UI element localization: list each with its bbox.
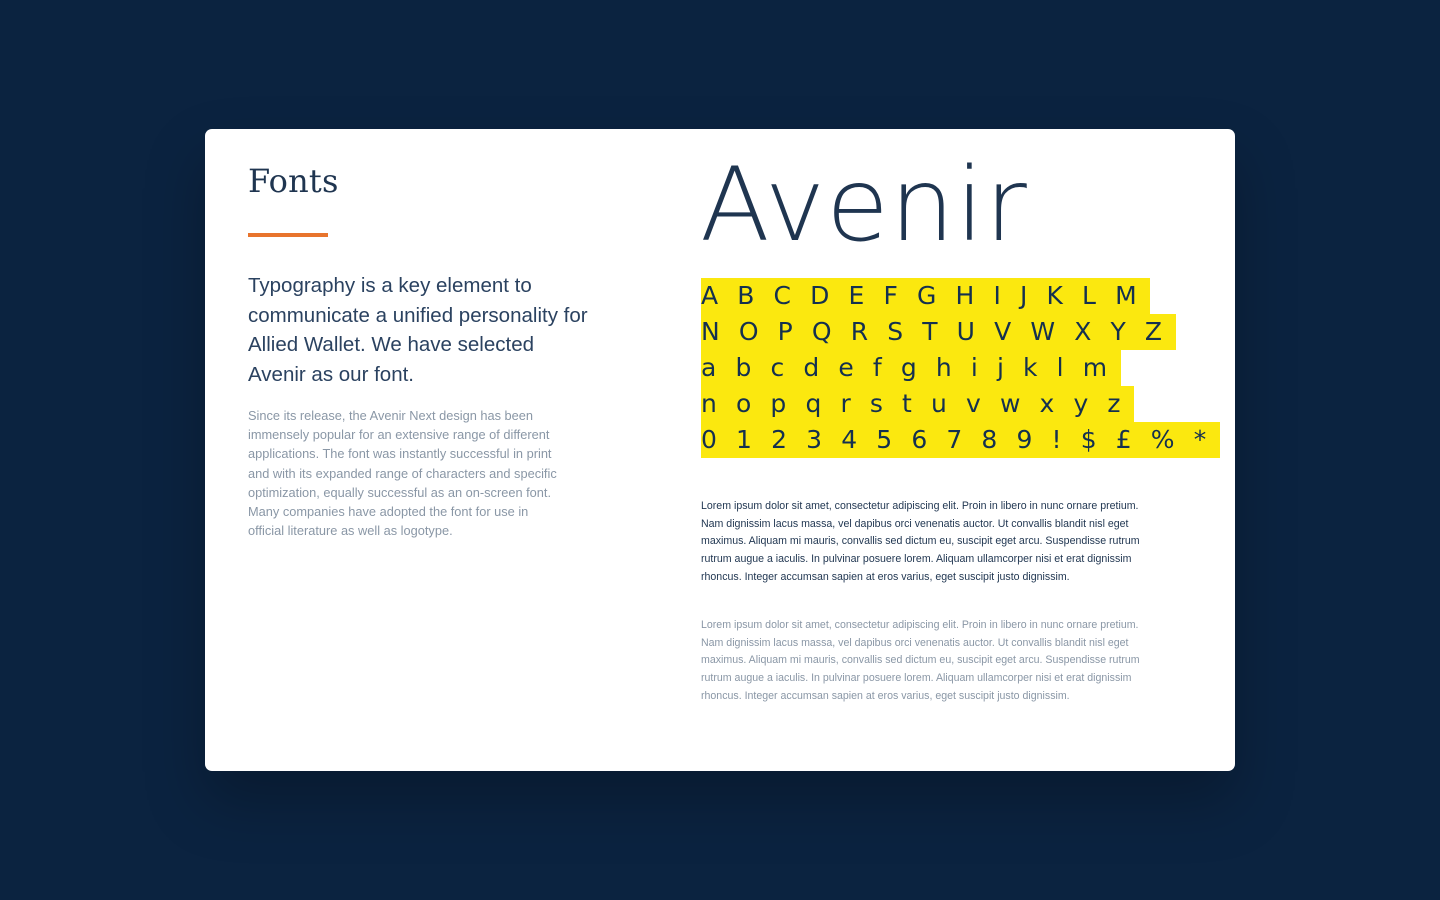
font-name-display: Avenir (700, 146, 1028, 265)
glyph-row-uppercase-1 (701, 278, 1220, 314)
section-heading: Fonts (248, 162, 339, 200)
glyph-row-text: 0 1 2 3 4 5 6 7 8 9 ! $ £ % * (701, 422, 1220, 458)
accent-rule (248, 233, 328, 237)
body-paragraph: Since its release, the Avenir Next design has been immensely popular for an extensive range of different applications. The font was instantly successful in print and with its expanded range of characters and specific optimization, equally successful as an on-screen font. Many companies have adopted the font for use in official literature as well as logotype. (248, 408, 557, 539)
glyph-row-numerals-symbols (701, 422, 1220, 458)
typography-card (205, 129, 1235, 771)
sample-text-light: Lorem ipsum dolor sit amet, consectetur adipiscing elit. Proin in libero in nunc ornare pretium. Nam dignissim lacus massa, vel dapibus orci venenatis auctor. Ut convallis blandit nisl eget maximus. Aliquam mi mauris, convallis sed dictum eu, suscipit eget arcu. Suspendisse rutrum rutrum augue a iaculis. In pulvinar posuere lorem. Aliquam ullamcorper nisi et erat dignissim rhoncus. Integer accumsan sapien at eros varius, eget suscipit justo dignissim. (701, 619, 1140, 702)
glyph-row-lowercase-2 (701, 386, 1220, 422)
glyph-row-text: a b c d e f g h i j k l m (701, 350, 1121, 386)
sample-text-dark: Lorem ipsum dolor sit amet, consectetur adipiscing elit. Proin in libero in nunc ornare pretium. Nam dignissim lacus massa, vel dapibus orci venenatis auctor. Ut convallis blandit nisl eget maximus. Aliquam mi mauris, convallis sed dictum eu, suscipit eget arcu. Suspendisse rutrum rutrum augue a iaculis. In pulvinar posuere lorem. Aliquam ullamcorper nisi et erat dignissim rhoncus. Integer accumsan sapien at eros varius, eget suscipit justo dignissim. (701, 500, 1140, 583)
glyph-row-uppercase-2 (701, 314, 1220, 350)
glyph-row-text: A B C D E F G H I J K L M (701, 278, 1150, 314)
lead-paragraph: Typography is a key element to communicate a unified personality for Allied Wallet. We have selected Avenir as our font. (248, 274, 588, 386)
glyph-row-text: n o p q r s t u v w x y z (701, 386, 1134, 422)
glyph-row-text: N O P Q R S T U V W X Y Z (701, 314, 1176, 350)
glyph-specimen (701, 278, 1220, 458)
glyph-row-lowercase-1 (701, 350, 1220, 386)
